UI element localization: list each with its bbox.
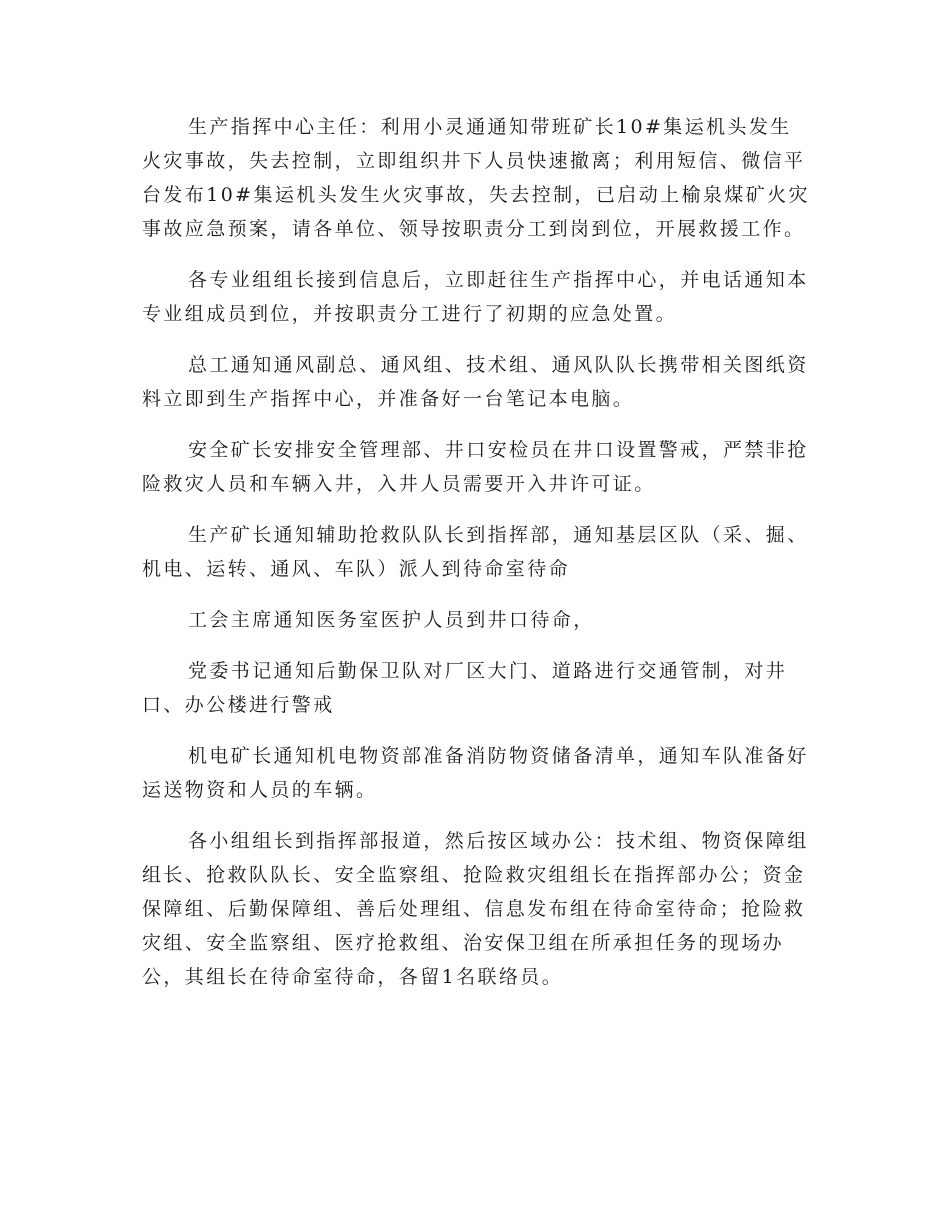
paragraph-electromechanical-director: 机电矿长通知机电物资部准备消防物资储备清单，通知车队准备好运送物资和人员的车辆。 — [142, 745, 809, 801]
paragraph-chief-engineer: 总工通知通风副总、通风组、技术组、通风队队长携带相关图纸资料立即到生产指挥中心，并准备好一台笔记本电脑。 — [142, 354, 809, 410]
paragraph-production-director: 生产矿长通知辅助抢救队队长到指挥部，通知基层区队（采、掘、机电、运转、通风、车队）派人到待命室待命 — [142, 524, 809, 580]
paragraph-union-chair: 工会主席通知医务室医护人员到井口待命， — [188, 609, 595, 631]
paragraph-safety-director: 安全矿长安排安全管理部、井口安检员在井口设置警戒，严禁非抢险救灾人员和车辆入井，入井人员需要开入井许可证。 — [142, 439, 809, 495]
document-body — [142, 110, 812, 1011]
paragraph-party-secretary: 党委书记通知后勤保卫队对厂区大门、道路进行交通管制，对井口、办公楼进行警戒 — [142, 660, 788, 716]
paragraph-group-office-assignment: 各小组组长到指挥部报道，然后按区域办公：技术组、物资保障组组长、抢救队队长、安全监察组、抢险救灾组组长在指挥部办公；资金保障组、后勤保障组、善后处理组、信息发布组在待命室待命；抢险救灾组、安全监察组、医疗抢救组、治安保卫组在所承担任务的现场办公，其组长在待命室待命，各留1名联络员。 — [142, 830, 809, 988]
paragraph-commander-notice: 生产指挥中心主任：利用小灵通通知带班矿长10#集运机头发生火灾事故，失去控制，立即组织井下人员快速撤离；利用短信、微信平台发布10#集运机头发生火灾事故，失去控制，已启动上榆泉煤矿火灾事故应急预案，请各单位、领导按职责分工到岗到位，开展救援工作。 — [142, 116, 810, 240]
paragraph-group-leaders: 各专业组组长接到信息后，立即赶往生产指挥中心，并电话通知本专业组成员到位，并按职责分工进行了初期的应急处置。 — [142, 269, 809, 325]
